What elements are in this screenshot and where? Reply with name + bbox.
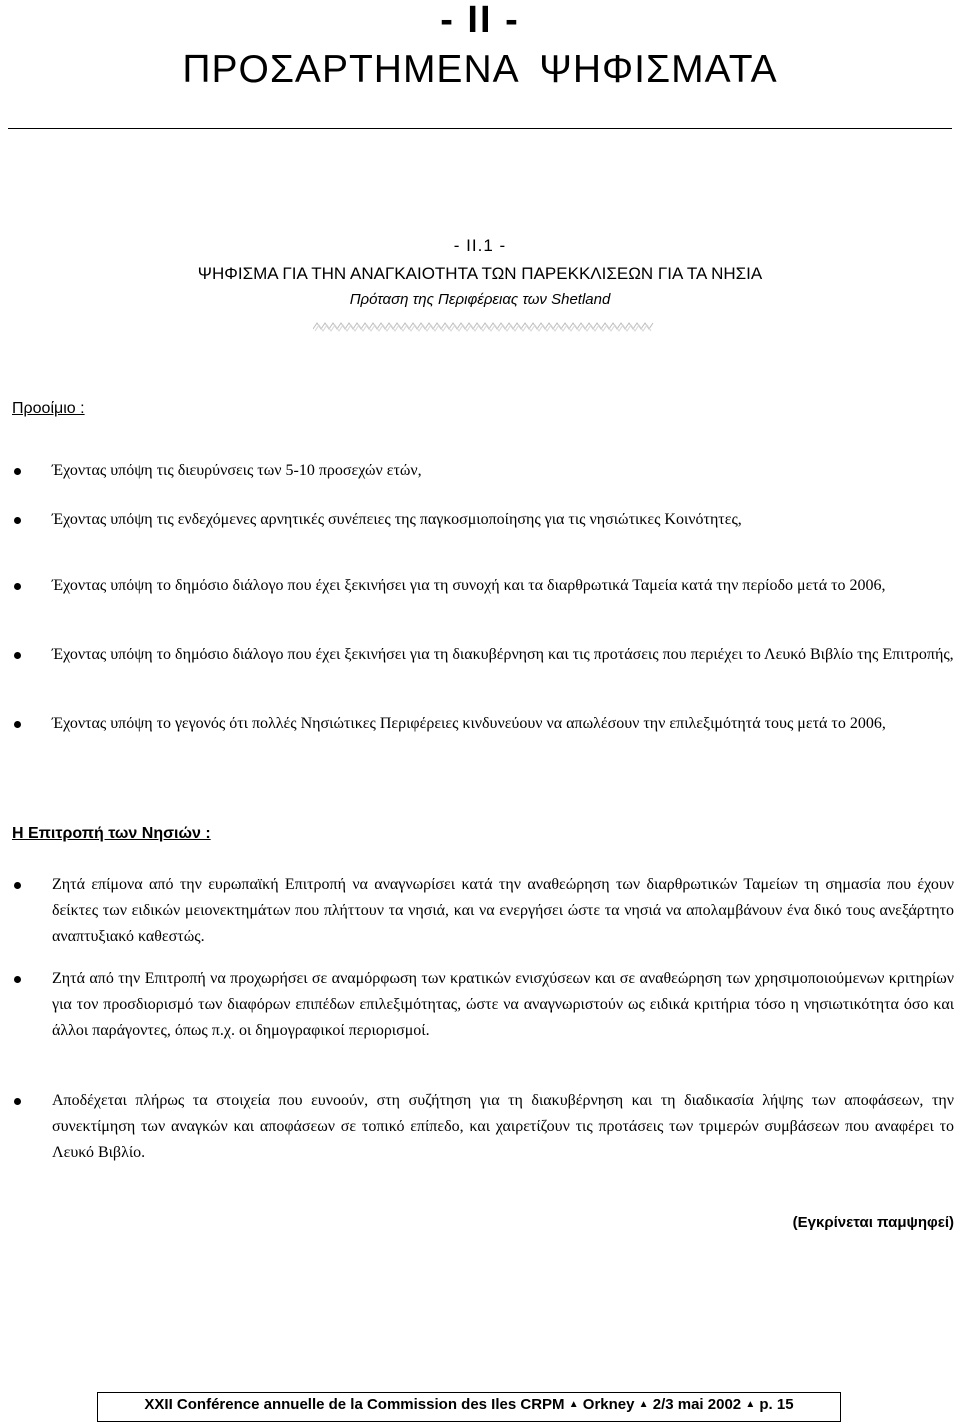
section-code: - II.1 - <box>453 236 507 255</box>
preamble-heading: Προοίμιο : <box>12 400 85 417</box>
preamble-item: Έχοντας υπόψη το γεγονός ότι πολλές Νησιώτικες Περιφέρειες κινδυνεύουν να απωλέσουν την επιλεξιμότητά τους μετά το 2006, <box>52 712 954 736</box>
committee-heading: Η Επιτροπή των Νησιών : <box>12 825 211 842</box>
bullet-icon <box>14 976 21 983</box>
footer <box>97 1396 841 1413</box>
approval-note: (Εγκρίνεται παμψηφεί) <box>792 1214 954 1231</box>
bullet-icon <box>14 652 21 659</box>
footer-date: 2/3 mai 2002 <box>652 1396 742 1413</box>
title-divider <box>8 128 952 129</box>
bullet-icon <box>14 721 21 728</box>
triangle-separator-icon: ▲ <box>745 1399 756 1410</box>
preamble-item: Έχοντας υπόψη το δημόσιο διάλογο που έχει ξεκινήσει για τη συνοχή και τα διαρθρωτικά Ταμεία κατά την περίοδο μετά το 2006, <box>52 574 954 598</box>
section-title: ΨΗΦΙΣΜΑ ΓΙΑ ΤΗΝ ΑΝΑΓΚΑΙΟΤΗΤΑ ΤΩΝ ΠΑΡΕΚΚΛΙΣΕΩΝ ΓΙΑ ΤΑ ΝΗΣΙΑ <box>197 264 763 283</box>
section-subtitle: Πρόταση της Περιφέρειας των Shetland <box>349 291 611 308</box>
committee-item: Ζητά από την Επιτροπή να προχωρήσει σε αναμόρφωση των κρατικών ενισχύσεων και σε αναθεώρηση των χρησιμοποιούμενων κριτηρίων για τον προσδιορισμό των διαφόρων επιπέδων επιλεξιμότητας, ώστε να αναγνωριστούν ως ειδικά κριτήρια τόσο η νησιωτικότητα όσο και άλλοι παράγοντες, όπως π.χ. οι δημογραφικοί περιορισμοί. <box>52 966 954 1044</box>
footer-conference: XXII Conférence annuelle de la Commission des Iles CRPM <box>144 1396 565 1413</box>
bullet-icon <box>14 583 21 590</box>
bullet-icon <box>14 1098 21 1105</box>
bullet-icon <box>14 517 21 524</box>
triangle-separator-icon: ▲ <box>638 1399 649 1410</box>
preamble-item: Έχοντας υπόψη τις ενδεχόμενες αρνητικές συνέπειες της παγκοσμιοποίησης για τις νησιώτικες Κοινότητες, <box>52 508 954 532</box>
bullet-icon <box>14 882 21 889</box>
part-heading: - II - <box>440 0 520 41</box>
document-title: ΠΡΟΣΑΡΤΗΜΕΝΑ ΨΗΦΙΣΜΑΤΑ <box>182 48 778 91</box>
footer-page-prefix: p. <box>759 1396 773 1413</box>
triangle-separator-icon: ▲ <box>568 1399 579 1410</box>
bullet-icon <box>14 468 21 475</box>
preamble-item: Έχοντας υπόψη τις διευρύνσεις των 5-10 προσεχών ετών, <box>52 459 954 483</box>
committee-item: Αποδέχεται πλήρως τα στοιχεία που ευνοούν, στη συζήτηση για τη διακυβέρνηση και τη διαδικασία λήψης των αποφάσεων, την συνεκτίμηση των αναγκών και αποφάσεων σε τοπικό επίπεδο, και χαιρετίζουν τις προτάσεις των τριμερών συμβάσεων που αναφέρει το Λευκό Βιβλίο. <box>52 1088 954 1166</box>
decorative-zigzag-divider <box>313 320 655 332</box>
page-number: 15 <box>776 1396 794 1413</box>
footer-place: Orkney <box>582 1396 635 1413</box>
preamble-item: Έχοντας υπόψη το δημόσιο διάλογο που έχει ξεκινήσει για τη διακυβέρνηση και τις προτάσεις που περιέχει το Λευκό Βιβλίο της Επιτροπής, <box>52 643 954 667</box>
committee-item: Ζητά επίμονα από την ευρωπαϊκή Επιτροπή να αναγνωρίσει κατά την αναθεώρηση των διαρθρωτικών Ταμείων τη σημασία που έχουν δείκτες των ειδικών μειονεκτημάτων που πλήττουν τα νησιά, και να ενεργήσει ώστε τα νησιά να απολαμβάνουν ένα δικό τους ανεξάρτητο αναπτυξιακό καθεστώς. <box>52 872 954 950</box>
